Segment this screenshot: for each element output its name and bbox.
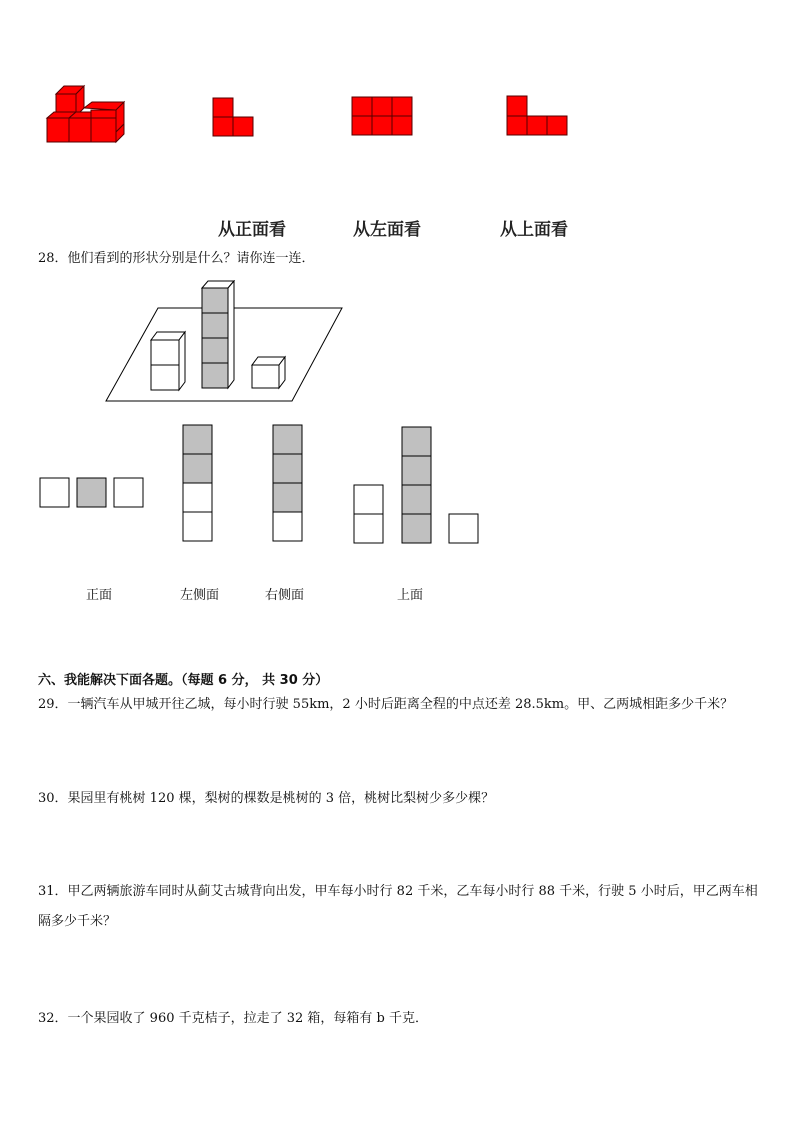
red-cube-figure (40, 80, 130, 148)
face-label-top: 上面 (397, 588, 424, 603)
question-30: 30．果园里有桃树 120 棵，梨树的棵数是桃树的 3 倍，桃树比梨树少多少棵？ (38, 791, 495, 806)
face-label-left: 左侧面 (180, 588, 220, 603)
section-6-heading: 六、我能解决下面各题。（每题 6 分， 共 30 分） (38, 673, 329, 688)
cube-stacks-scene (104, 280, 346, 404)
option-three-squares (39, 477, 145, 509)
option-side-columns (353, 425, 481, 547)
front-view-shape (212, 97, 256, 139)
view-label-top: 从上面看 (500, 220, 568, 240)
question-29: 29．一辆汽车从甲城开往乙城，每小时行驶 55km，2 小时后距离全程的中点还差 28.5km。甲、乙两城相距多少千米？ (38, 697, 734, 712)
top-view-shape (506, 95, 570, 137)
question-32: 32．一个果园收了 960 千克桔子，拉走了 32 箱，每箱有 b 千克． (38, 1011, 429, 1026)
view-label-front: 从正面看 (218, 220, 286, 240)
question-28: 28．他们看到的形状分别是什么？请你连一连． (38, 251, 315, 266)
left-view-shape (351, 96, 415, 138)
question-31: 31．甲乙两辆旅游车同时从蓟艾古城背向出发，甲车每小时行 82 千米，乙车每小时行 88 千米，行驶 5 小时后，甲乙两车相隔多少千米？ (38, 884, 758, 929)
view-label-left: 从左面看 (353, 220, 421, 240)
option-column-3gray-1white (272, 424, 304, 544)
face-label-front: 正面 (86, 588, 113, 603)
face-label-right: 右侧面 (265, 588, 305, 603)
option-column-2gray-2white (182, 424, 214, 544)
